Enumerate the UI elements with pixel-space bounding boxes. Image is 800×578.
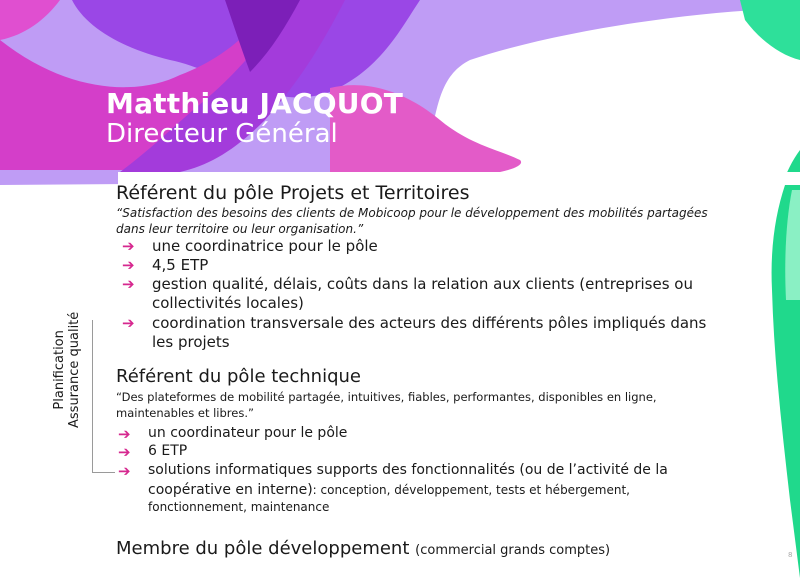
quote-line: maintenables et libres.” — [116, 406, 254, 420]
arrow-icon: ➔ — [122, 237, 135, 255]
section-technique-quote — [116, 389, 657, 421]
arrow-icon: ➔ — [122, 275, 135, 293]
list-item: solutions informatiques supports des fonctionnalités (ou de l’activité de la — [148, 462, 668, 478]
list-item: un coordinateur pour le pôle — [148, 425, 348, 441]
quote-line: dans leur territoire ou leur organisation.” — [116, 222, 364, 236]
list-item-continued — [148, 482, 630, 498]
list-item: 6 ETP — [148, 443, 188, 459]
section-projets-title: Référent du pôle Projets et Territoires — [116, 182, 470, 204]
list-item-continued: collectivités locales) — [152, 294, 304, 312]
list-item-text: coopérative en interne) — [148, 482, 313, 498]
arrow-icon: ➔ — [122, 256, 135, 274]
list-item-detail: : conception, développement, tests et hébergement, — [312, 483, 630, 497]
side-label-line2: Assurance qualité — [67, 311, 82, 428]
side-label-inner — [52, 312, 82, 428]
list-item-continued: fonctionnement, maintenance — [148, 500, 330, 514]
arrow-icon: ➔ — [118, 425, 131, 443]
person-name: Matthieu JACQUOT — [106, 87, 404, 120]
section-developpement-note: (commercial grands comptes) — [415, 543, 611, 558]
person-role: Directeur Général — [106, 119, 338, 149]
arrow-icon: ➔ — [118, 462, 131, 480]
arrow-icon: ➔ — [118, 443, 131, 461]
arrow-icon: ➔ — [122, 314, 135, 332]
list-item: 4,5 ETP — [152, 256, 209, 274]
section-developpement-label: Membre du pôle développement — [116, 538, 410, 559]
section-technique-title: Référent du pôle technique — [116, 366, 361, 387]
list-item: une coordinatrice pour le pôle — [152, 237, 378, 255]
section-developpement-title — [116, 538, 610, 559]
green-shape-top — [740, 0, 800, 60]
quote-line: “Des plateformes de mobilité partagée, intuitives, fiables, performantes, disponibles en ligne, — [116, 390, 657, 404]
side-label-line1: Planification — [52, 330, 67, 410]
quote-line: “Satisfaction des besoins des clients de Mobicoop pour le développement des mobilités partagées — [116, 206, 708, 220]
list-item: coordination transversale des acteurs des différents pôles impliqués dans — [152, 314, 707, 332]
section-projets-quote — [116, 205, 708, 237]
bracket-line — [92, 320, 115, 473]
list-item: gestion qualité, délais, coûts dans la relation aux clients (entreprises ou — [152, 275, 693, 293]
list-item-continued: les projets — [152, 333, 230, 351]
page-number: 8 — [788, 551, 793, 559]
